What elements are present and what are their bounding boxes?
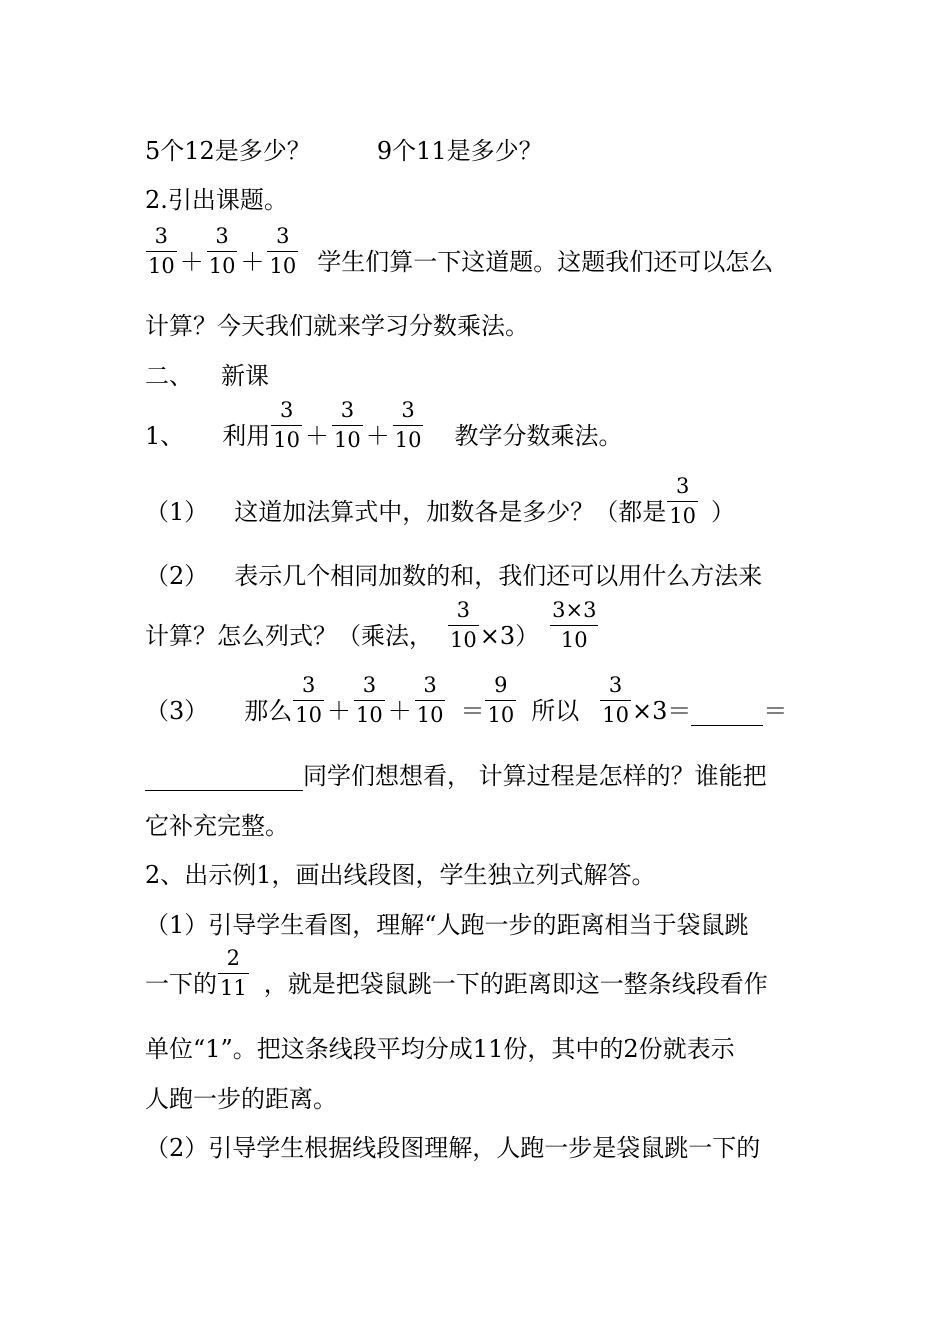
sub-item-1 [145,476,735,527]
item-2-line [145,860,656,890]
paragraph-line [145,311,529,341]
fraction: $\frac{3}{10}$ [669,474,697,528]
sub-item-2 [145,561,762,591]
paragraph-text: ×3＝ [631,697,692,725]
fraction: $\frac{3}{10}$ [273,398,301,452]
answer-blank[interactable] [145,764,303,791]
fraction: $\frac{3}{10}$ [208,224,236,278]
fraction: $\frac{3}{10}$ [269,224,297,278]
paragraph-line [145,910,749,940]
sub-item-number: （2） [145,562,209,590]
fraction: $\frac{3}{10}$ [602,673,629,727]
answer-blank[interactable] [691,699,763,726]
paragraph-text: ，就是把袋鼠跳一下的距离即这一整条线段看作 [263,970,768,998]
paragraph-line [145,948,768,999]
paragraph-text: 学生们算一下这道题。这题我们还可以怎么 [317,248,774,276]
paragraph-text: 它补充完整。 [145,812,289,840]
section-title: 新课 [221,362,269,390]
paragraph-text: ） [711,498,736,526]
item-number: 1、 [145,422,185,450]
paragraph-text: 计算？怎么列式？（乘法， [145,622,433,650]
fraction: $\frac{3}{10}$ [356,673,383,727]
sub-item-number: （3） [145,697,209,725]
plus-sign: ＋ [387,697,412,725]
fraction-sum-line [145,226,773,277]
topic-intro-text: 2.引出课题。 [145,186,288,214]
paragraph-line [145,761,767,791]
paragraph-text: 所以 [531,697,580,725]
paragraph-text: （1）引导学生看图，理解“人跑一步的距离相当于袋鼠跳 [145,911,749,939]
fraction: $\frac{2}{11}$ [220,946,247,1000]
paragraph-line [145,1034,735,1064]
multiplication-line [145,600,599,651]
paragraph-line [145,1133,760,1163]
paragraph-text: ×3） [479,622,540,650]
fraction: $\frac{3}{10}$ [148,224,175,278]
paragraph-text: 利用 [222,422,271,450]
paragraph-text: 教学分数乘法。 [454,422,623,450]
topic-intro [145,185,288,215]
sub-item-3 [145,675,787,726]
fraction: $\frac{3}{10}$ [450,598,477,652]
section-heading [145,361,269,391]
equals-sign: ＝ [460,697,485,725]
paragraph-text: 那么 [244,697,293,725]
plus-sign: ＋ [179,248,204,276]
fraction: $\frac{3}{10}$ [394,398,422,452]
paragraph-text: 计算？今天我们就来学习分数乘法。 [145,312,529,340]
paragraph-text: 表示几个相同加数的和，我们还可以用什么方法来 [234,562,763,590]
plus-sign: ＋ [240,248,265,276]
paragraph-text: 一下的 [145,970,217,998]
section-number: 二、 [145,362,193,390]
question-line [145,136,543,166]
sub-item-number: （1） [145,498,209,526]
question-a: 5个12是多少？ [145,137,311,165]
question-b: 9个11是多少？ [376,137,543,165]
paragraph-text: 这道加法算式中，加数各是多少？（都是 [234,498,667,526]
paragraph-text: 同学们想想看， 计算过程是怎样的？谁能把 [303,762,767,790]
paragraph-text: 单位“1”。把这条线段平均分成11份，其中的2份就表示 [145,1035,735,1063]
paragraph-line [145,1084,337,1114]
paragraph-text: 人跑一步的距离。 [145,1085,337,1113]
item-1-line [145,400,622,451]
plus-sign: ＋ [327,697,352,725]
fraction: $\frac{3}{10}$ [334,398,361,452]
fraction: $\frac{3}{10}$ [416,673,444,727]
fraction: $\frac{3\times 3}{10}$ [552,598,597,652]
fraction: $\frac{3}{10}$ [295,673,323,727]
fraction: $\frac{9}{10}$ [487,673,515,727]
equals-sign: ＝ [763,697,788,725]
paragraph-text: （2）引导学生根据线段图理解，人跑一步是袋鼠跳一下的 [145,1134,761,1162]
plus-sign: ＋ [365,422,390,450]
paragraph-text: 2、出示例1，画出线段图，学生独立列式解答。 [145,861,656,889]
plus-sign: ＋ [305,422,330,450]
paragraph-line [145,811,289,841]
